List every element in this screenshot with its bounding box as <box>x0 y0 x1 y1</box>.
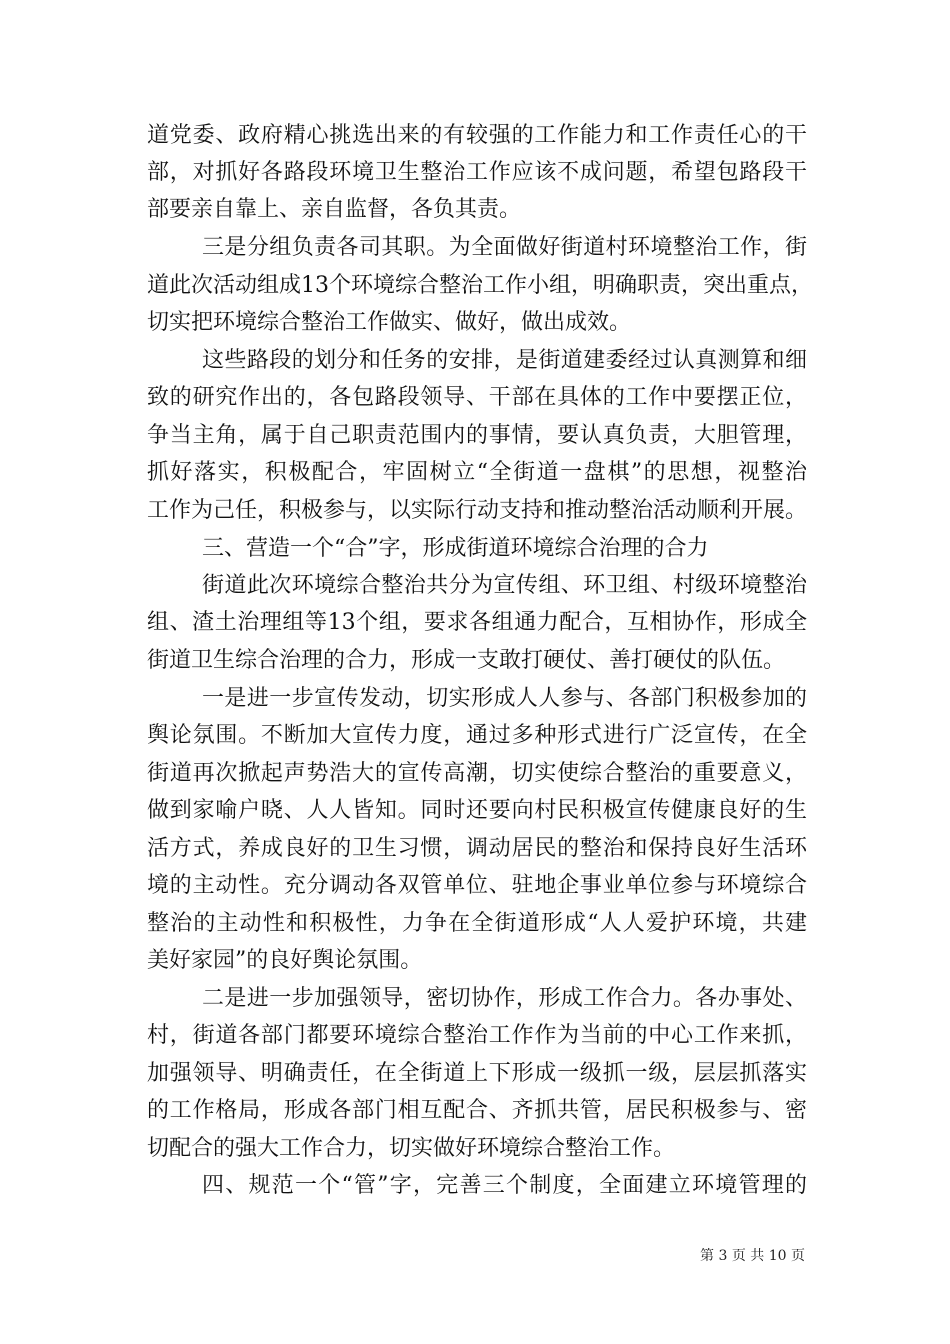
text-line: 舆论氛围。不断加大宣传力度，通过多种形式进行广泛宣传，在全 <box>147 723 807 748</box>
paragraph-first-line: 街道此次环境综合整治共分为宣传组、环卫组、村级环境整治 <box>202 573 807 598</box>
text-line: 街道再次掀起声势浩大的宣传高潮，切实使综合整治的重要意义， <box>147 761 807 786</box>
text-line: 工作为己任，积极参与，以实际行动支持和推动整治活动顺利开展。 <box>147 498 808 523</box>
section-heading: 四、规范一个“管”字，完善三个制度，全面建立环境管理的 <box>202 1173 807 1198</box>
text-line: 切配合的强大工作合力，切实做好环境综合整治工作。 <box>147 1136 676 1161</box>
text-line: 加强领导、明确责任，在全街道上下形成一级抓一级，层层抓落实 <box>147 1061 807 1086</box>
text-line: 部，对抓好各路段环境卫生整治工作应该不成问题，希望包路段干 <box>147 160 807 185</box>
paragraph-first-line: 三是分组负责各司其职。为全面做好街道村环境整治工作，街 <box>202 235 807 260</box>
section-heading: 三、营造一个“合”字，形成街道环境综合治理的合力 <box>202 536 709 561</box>
text-line: 街道卫生综合治理的合力，形成一支敢打硬仗、善打硬仗的队伍。 <box>147 648 786 673</box>
text-line: 组、渣土治理组等13个组，要求各组通力配合，互相协作，形成全 <box>147 610 807 635</box>
paragraph-first-line: 一是进一步宣传发动，切实形成人人参与、各部门积极参加的 <box>202 686 807 711</box>
text-line: 抓好落实，积极配合，牢固树立“全街道一盘棋”的思想，视整治 <box>147 460 807 485</box>
text-line: 做到家喻户晓、人人皆知。同时还要向村民积极宣传健康良好的生 <box>147 798 807 823</box>
text-line: 切实把环境综合整治工作做实、做好，做出成效。 <box>147 310 632 335</box>
text-line: 整治的主动性和积极性，力争在全街道形成“人人爱护环境，共建 <box>147 911 807 936</box>
paragraph-first-line: 这些路段的划分和任务的安排，是街道建委经过认真测算和细 <box>202 348 807 373</box>
text-line: 争当主角，属于自己职责范围内的事情，要认真负责，大胆管理， <box>147 423 807 448</box>
text-line: 道党委、政府精心挑选出来的有较强的工作能力和工作责任心的干 <box>147 123 807 148</box>
text-line: 美好家园”的良好舆论氛围。 <box>147 948 423 973</box>
page-number-footer: 第 3 页 共 10 页 <box>700 1248 805 1264</box>
paragraph-first-line: 二是进一步加强领导，密切协作，形成工作合力。各办事处、 <box>202 986 807 1011</box>
text-line: 村，街道各部门都要环境综合整治工作作为当前的中心工作来抓， <box>147 1023 807 1048</box>
text-line: 部要亲自靠上、亲自监督，各负其责。 <box>147 197 522 222</box>
text-line: 境的主动性。充分调动各双管单位、驻地企事业单位参与环境综合 <box>147 873 807 898</box>
text-line: 活方式，养成良好的卫生习惯，调动居民的整治和保持良好生活环 <box>147 836 807 861</box>
text-line: 致的研究作出的，各包路段领导、干部在具体的工作中要摆正位， <box>147 385 807 410</box>
text-line: 的工作格局，形成各部门相互配合、齐抓共管，居民积极参与、密 <box>147 1098 807 1123</box>
text-line: 道此次活动组成13个环境综合整治工作小组，明确职责，突出重点， <box>147 273 813 298</box>
